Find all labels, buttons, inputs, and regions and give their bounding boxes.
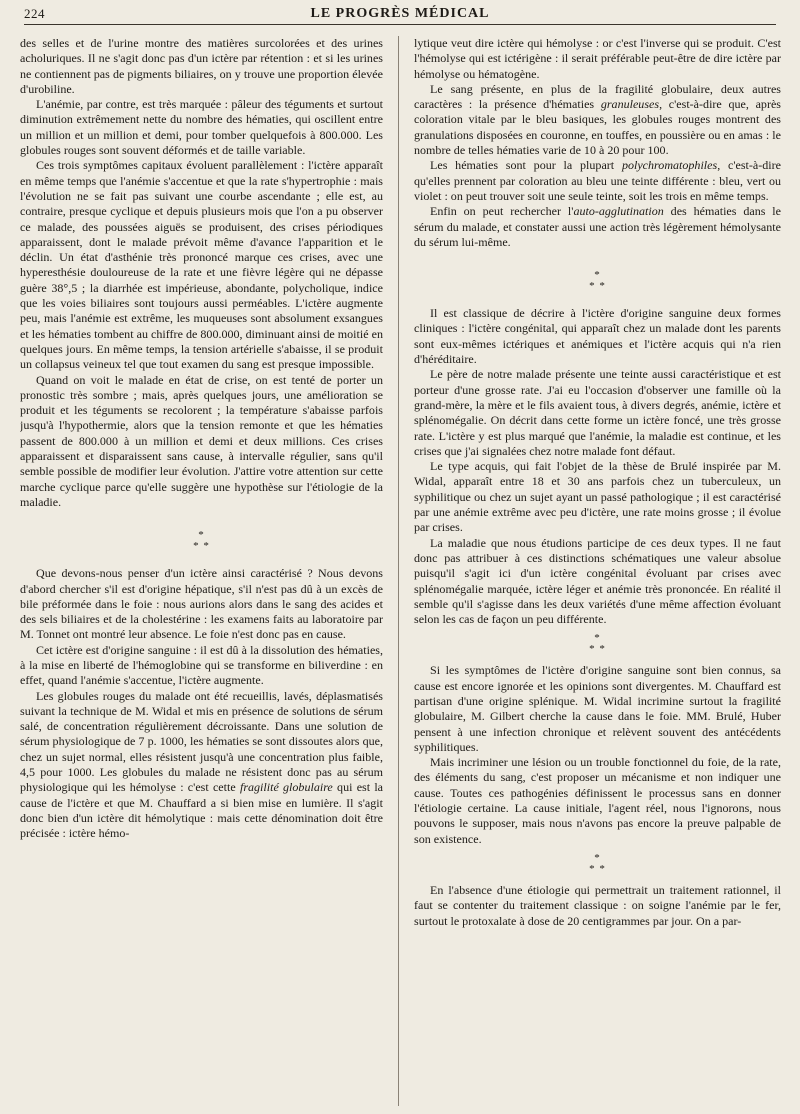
- paragraph: Le père de notre malade présente une teinte aussi caractéristique et est porteur d'une grosse rate. J'ai eu l'occasion d'observer une famille où la grand-mère, la mère et le fils avaient tous, à divers degrés, anémie, ictère et splénomégalie. On décrit dans cette forme un ictère foncé, une très grosse rate. L'ictère y est plus marqué que l'anémie, la maladie est continue, et les crises que j'ai signalées chez notre malade font défaut.: [414, 367, 781, 458]
- paragraph: L'anémie, par contre, est très marquée : pâleur des téguments et surtout diminution extrêmement nette du nombre des hématies, qui oscillent entre un million et un million et demi, pour tomber quelquefois à 800.000. Les globules rouges sont souvent déformés et de taille variable.: [20, 97, 383, 158]
- paragraph: Si les symptômes de l'ictère d'origine sanguine sont bien connus, sa cause est encore ignorée et les opinions sont divergentes. M. Chauffard est partisan d'une origine splénique. M. Widal incrimine surtout la fragilité globulaire, M. Gilbert cherche la cause dans le foie. MM. Brulé, Huber pensent à une infection chronique et relèvent souvent des antécédents syphilitiques.: [414, 663, 781, 754]
- paragraph: Ces trois symptômes capitaux évoluent parallèlement : l'ictère apparaît en même temps que l'anémie s'accentue et que la rate s'hypertrophie : mais l'évolution ne se fait pas suivant une courbe ascendante ; elle est, au contraire, presque cyclique et depuis plusieurs mois que l'on a pu observer ce malade, des poussées aiguës se produisent, des crises périodiques apparaissent, dont le malade prévoit même d'avance l'apparition et le déclin. Un état d'asthénie très prononcé marque ces crises, avec une hyperesthésie douloureuse de la rate et une fièvre légère qui ne dépasse guère 38°,5 ; la diarrhée est impérieuse, abondante, polycholique, indice que les voies biliaires sont toujours aussi perméables. L'ictère augmente peu, mais l'anémie est extrême, les muqueuses sont absolument exsangues et les hématies tombent au chiffre de 800.000, diminuant ainsi de moitié en quelques jours. En même temps, la tension artérielle s'abaisse, il se produit un collapsus veineux tel que tout examen du sang est presque impossible.: [20, 158, 383, 372]
- page-header: [24, 4, 776, 25]
- paragraph: Que devons-nous penser d'un ictère ainsi caractérisé ? Nous devons d'abord chercher s'il est d'origine hépatique, s'il n'est pas dû à un excès de bile préformée dans le foie : nous aurions alors dans le sang des acides et des sels biliaires et de la cholestérine : les examens faits au laboratoire par M. Tonnet ont montré leur absence. Le foie n'est donc pas en cause.: [20, 566, 383, 642]
- paragraph: En l'absence d'une étiologie qui permettrait un traitement rationnel, il faut se contenter du traitement classique : on soigne l'anémie par le fer, surtout le protoxalate à dose de 20 centigrammes par jour. On a par-: [414, 882, 781, 928]
- left-column: [20, 36, 383, 1108]
- paragraph: La maladie que nous étudions participe de ces deux types. Il ne faut donc pas attribuer à ces distinctions schématiques une valeur absolue puisqu'il s'agit ici d'un ictère congénital évoluant par crises avec splénomégalie marquée, ictère léger et anémie très prononcée. En réalité il semble qu'il s'agisse dans les deux variétés d'une même affection évoluant selon les cas de façon un peu différente.: [414, 535, 781, 627]
- paragraph: Le type acquis, qui fait l'objet de la thèse de Brulé inspirée par M. Widal, apparaît entre 18 et 30 ans parfois chez un tuberculeux, un syphilitique ou chez un sujet ayant un passé pathologique ; il est caractérisé par une anémie extrême avec peu d'ictère, une rate moins grosse ; il évolue par crises.: [414, 459, 781, 535]
- right-column: [414, 36, 781, 1108]
- section-separator: * * *: [589, 851, 606, 875]
- paragraph: Il est classique de décrire à l'ictère d'origine sanguine deux formes cliniques : l'ictère congénital, qui apparaît chez un malade dont les parents sont eux-mêmes ictériques et anémiques et l'ictère acquis qui n'a rien d'héréditaire.: [414, 306, 781, 367]
- paragraph: Les hématies sont pour la plupart polychromatophiles, c'est-à-dire qu'elles prennent par coloration au bleu une teinte différente : bleu, vert ou violet : on peut trouver soit une seule teinte, soit les trois en même temps.: [414, 158, 781, 203]
- section-separator: * * *: [589, 269, 606, 293]
- column-rule: [398, 36, 399, 1106]
- paragraph: Mais incriminer une lésion ou un trouble fonctionnel du foie, de la rate, des éléments du sang, c'est proposer un mécanisme et non indiquer une cause. Toutes ces pathogénies définissent le processus sans en donner l'étiologie certaine. La cause initiale, l'agent réel, nous l'ignorons, nous pouvons le supposer, mais nous n'avons pas encore la preuve palpable de son existence.: [414, 755, 781, 846]
- paragraph: lytique veut dire ictère qui hémolyse : or c'est l'inverse qui se produit. C'est l'hémolyse qui est ictérigène : il serait préférable peut-être de dire ictère par hémolyse ou hématogène.: [414, 36, 781, 81]
- paragraph: Enfin on peut rechercher l'auto-agglutination des hématies dans le sérum du malade, et constater aussi une action très légèrement hémolysante du sérum lui-même.: [414, 204, 781, 249]
- paragraph: des selles et de l'urine montre des matières surcolorées et des urines acholuriques. Il ne s'agit donc pas d'un ictère par rétention : et si les urines ne contiennent pas de pigments biliaires, on y trouve une proportion élevée d'urobiline.: [20, 36, 383, 96]
- paragraph: Cet ictère est d'origine sanguine : il est dû à la dissolution des hématies, à la mise en liberté de l'hémoglobine qui se transforme en biliverdine : en effet, quand l'anémie s'accentue, l'ictère augmente.: [20, 642, 383, 688]
- page-number: 224: [24, 6, 45, 21]
- section-separator: * * *: [589, 632, 606, 656]
- paragraph: Quand on voit le malade en état de crise, on est tenté de porter un pronostic très sombre ; mais, après quelques jours, une amélioration se produit et les téguments se recolorent ; la température s'abaisse parfois jusqu'à l'hypothermie, alors que la tension remonte et que les hématies passent de 800.000 à un million et demi et deux millions. Ces crises apparaissent et disparaissent sans cause, à intervalle régulier, sans qu'il semble possible de modifier leur évolution. J'attire votre attention sur cette marche cyclique parce qu'elle suggère une hypothèse sur l'étiologie de la maladie.: [20, 372, 383, 509]
- paragraph: Le sang présente, en plus de la fragilité globulaire, deux autres caractères : la présence d'hématies granuleuses, c'est-à-dire que, après coloration vitale par le bleu basiques, les globules rouges montrent des granulations disposées en couronne, en touffes, en poussière ou en amas : le nombre de telles hématies varie de 10 à 20 pour 100.: [414, 81, 781, 158]
- section-separator: * * *: [193, 529, 210, 553]
- journal-title: LE PROGRÈS MÉDICAL: [310, 6, 490, 21]
- paragraph: Les globules rouges du malade ont été recueillis, lavés, déplasmatisés suivant la technique de M. Widal et mis en présence de solutions de sérum salé, de concentration régulièrement décroissante. Dans une solution de sérum physiologique de 7 p. 1000, les hématies se sont dissoutes alors que, chez un sujet normal, elles résistent jusqu'à une concentration plus faible, 4,5 pour 1000. Les globules du malade ne résistent donc pas au sérum physiologique qui les hémolyse : c'est cette fragilité globulaire qui est la cause de l'ictère et que M. Chauffard a si bien mise en lumière. Il s'agit donc bien d'un ictère dit hémolytique : mais cette dénomination doit être précisée : ictère hémo-: [20, 688, 383, 841]
